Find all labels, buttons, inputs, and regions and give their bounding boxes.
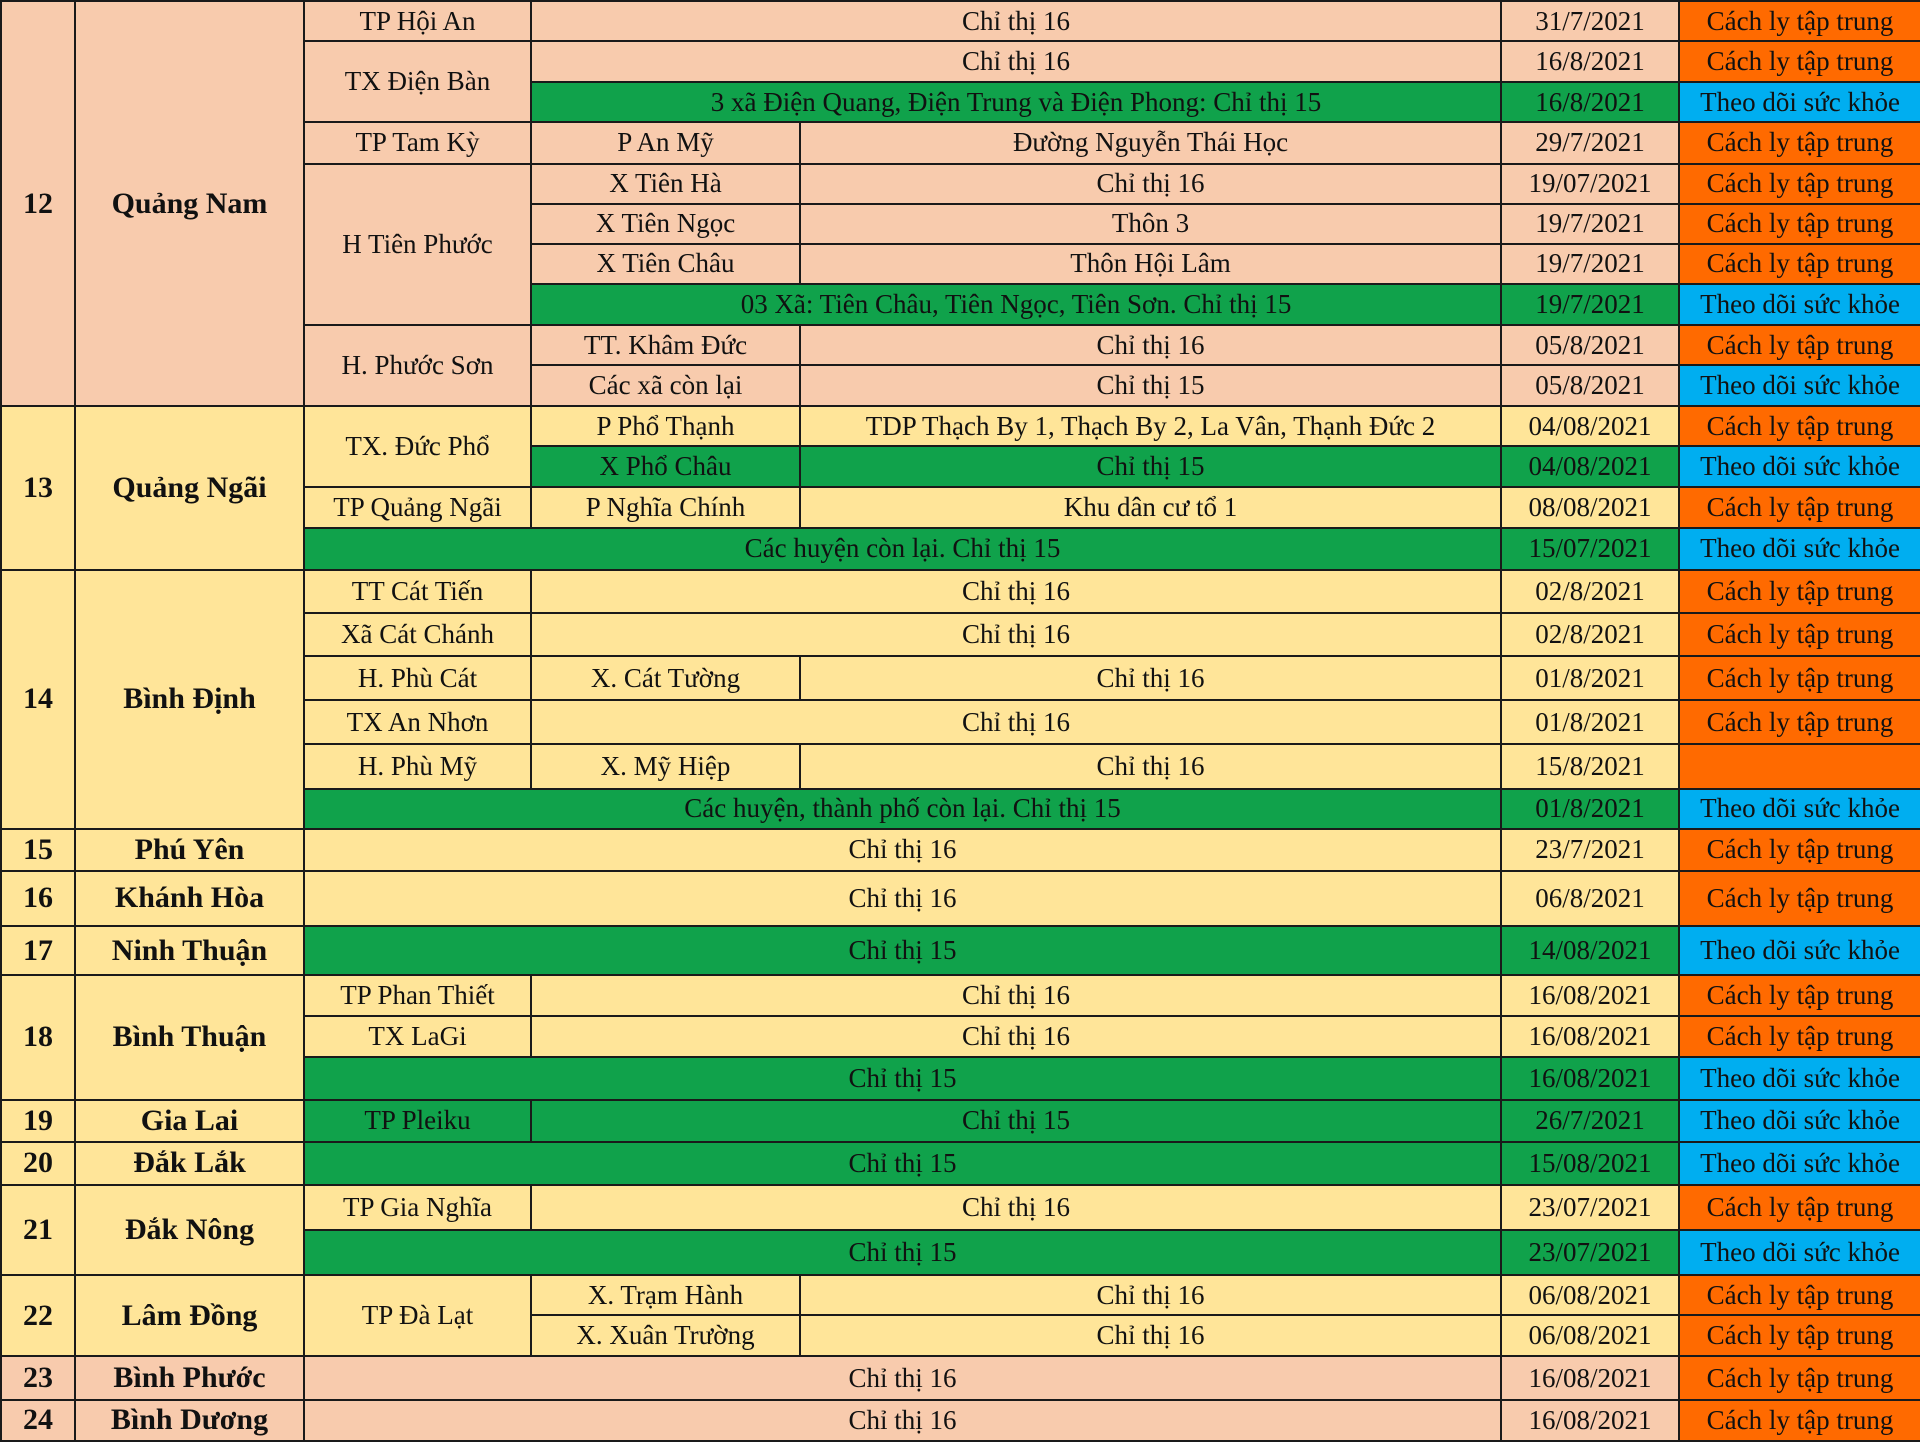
province-number: 22 xyxy=(1,1275,75,1356)
table-cell: 02/8/2021 xyxy=(1501,613,1679,656)
table-cell: X Tiên Hà xyxy=(531,164,800,204)
table-cell: Chỉ thị 16 xyxy=(304,1356,1501,1399)
table-cell: TP Quảng Ngãi xyxy=(304,487,531,528)
province-name: Bình Thuận xyxy=(75,975,304,1099)
province-number: 23 xyxy=(1,1356,75,1399)
table-cell: TX LaGi xyxy=(304,1016,531,1057)
province-name: Bình Định xyxy=(75,570,304,829)
province-name: Phú Yên xyxy=(75,829,304,871)
table-row xyxy=(1,570,1920,613)
table-cell: P Nghĩa Chính xyxy=(531,487,800,528)
table-cell: Chỉ thị 16 xyxy=(304,829,1501,871)
province-name: Lâm Đồng xyxy=(75,1275,304,1356)
table-cell: 02/8/2021 xyxy=(1501,570,1679,613)
table-cell: Chỉ thị 16 xyxy=(531,700,1501,744)
province-number: 14 xyxy=(1,570,75,829)
province-number: 13 xyxy=(1,406,75,570)
table-cell: Chỉ thị 16 xyxy=(531,613,1501,656)
table-cell: Thôn 3 xyxy=(800,204,1501,244)
table-cell: H. Phù Cát xyxy=(304,656,531,700)
table-cell: X. Trạm Hành xyxy=(531,1275,800,1315)
table-cell: 16/8/2021 xyxy=(1501,41,1679,82)
table-cell: Cách ly tập trung xyxy=(1679,1185,1920,1230)
table-cell: 16/08/2021 xyxy=(1501,975,1679,1016)
table-cell: Cách ly tập trung xyxy=(1679,1016,1920,1057)
table-cell: X. Xuân Trường xyxy=(531,1315,800,1356)
province-number: 21 xyxy=(1,1185,75,1275)
table-row xyxy=(1,1,1920,41)
table-row xyxy=(1,975,1920,1016)
table-cell: TX Điện Bàn xyxy=(304,41,531,122)
table-row xyxy=(1,829,1920,871)
table-cell: Chỉ thị 16 xyxy=(304,871,1501,926)
table-cell: 29/7/2021 xyxy=(1501,122,1679,163)
province-name: Bình Dương xyxy=(75,1400,304,1441)
table-cell: 01/8/2021 xyxy=(1501,789,1679,829)
table-cell: P Phổ Thạnh xyxy=(531,406,800,446)
table-cell: Chỉ thị 16 xyxy=(800,1275,1501,1315)
table-cell: Theo dõi sức khỏe xyxy=(1679,528,1920,570)
table-cell: Cách ly tập trung xyxy=(1679,1315,1920,1356)
table-cell: 19/7/2021 xyxy=(1501,244,1679,284)
table-cell: Theo dõi sức khỏe xyxy=(1679,1057,1920,1099)
province-number: 15 xyxy=(1,829,75,871)
table-cell: Cách ly tập trung xyxy=(1679,829,1920,871)
table-cell: 19/07/2021 xyxy=(1501,164,1679,204)
table-cell: 23/07/2021 xyxy=(1501,1230,1679,1275)
table-cell: H. Phù Mỹ xyxy=(304,744,531,788)
table-cell: TP Tam Kỳ xyxy=(304,122,531,163)
table-cell: Chỉ thị 16 xyxy=(800,1315,1501,1356)
table-cell: 06/08/2021 xyxy=(1501,1275,1679,1315)
table-cell: 19/7/2021 xyxy=(1501,284,1679,325)
table-cell: TX An Nhơn xyxy=(304,700,531,744)
table-cell: Thôn Hội Lâm xyxy=(800,244,1501,284)
table-cell: Theo dõi sức khỏe xyxy=(1679,365,1920,406)
table-cell: Các xã còn lại xyxy=(531,365,800,406)
table-cell: Các huyện, thành phố còn lại. Chỉ thị 15 xyxy=(304,789,1501,829)
province-name: Đắk Nông xyxy=(75,1185,304,1275)
table-row xyxy=(1,1100,1920,1142)
table-cell: Chỉ thị 16 xyxy=(531,1,1501,41)
table-cell: TT. Khâm Đức xyxy=(531,325,800,365)
table-cell: 01/8/2021 xyxy=(1501,656,1679,700)
table-cell: Chỉ thị 16 xyxy=(531,975,1501,1016)
table-cell: Cách ly tập trung xyxy=(1679,700,1920,744)
table-row xyxy=(1,871,1920,926)
table-cell: TP Pleiku xyxy=(304,1100,531,1142)
table-cell: Các huyện còn lại. Chỉ thị 15 xyxy=(304,528,1501,570)
table-cell: Đường Nguyễn Thái Học xyxy=(800,122,1501,163)
table-cell: Cách ly tập trung xyxy=(1679,41,1920,82)
table-body xyxy=(1,1,1920,1441)
province-number: 19 xyxy=(1,1100,75,1142)
table-cell: Chỉ thị 15 xyxy=(304,1057,1501,1099)
table-cell: 06/8/2021 xyxy=(1501,871,1679,926)
table-cell: 23/7/2021 xyxy=(1501,829,1679,871)
table-row xyxy=(1,406,1920,446)
table-cell: 16/08/2021 xyxy=(1501,1016,1679,1057)
table-cell: 31/7/2021 xyxy=(1501,1,1679,41)
table-cell: Chỉ thị 16 xyxy=(531,1016,1501,1057)
table-cell: X Phổ Châu xyxy=(531,446,800,486)
table-cell: Chỉ thị 15 xyxy=(304,926,1501,975)
table-cell: Khu dân cư tổ 1 xyxy=(800,487,1501,528)
table-row xyxy=(1,1356,1920,1399)
province-number: 12 xyxy=(1,1,75,406)
table-cell xyxy=(1679,744,1920,788)
table-cell: 23/07/2021 xyxy=(1501,1185,1679,1230)
table-cell: 03 Xã: Tiên Châu, Tiên Ngọc, Tiên Sơn. Chỉ thị 15 xyxy=(531,284,1501,325)
province-name: Gia Lai xyxy=(75,1100,304,1142)
table-cell: Cách ly tập trung xyxy=(1679,975,1920,1016)
table-cell: Xã Cát Chánh xyxy=(304,613,531,656)
table-cell: Chỉ thị 15 xyxy=(800,446,1501,486)
table-row xyxy=(1,926,1920,975)
table-cell: Theo dõi sức khỏe xyxy=(1679,926,1920,975)
table-cell: Chỉ thị 15 xyxy=(304,1142,1501,1185)
table-cell: Cách ly tập trung xyxy=(1679,613,1920,656)
table-cell: 16/08/2021 xyxy=(1501,1356,1679,1399)
table-cell: Chỉ thị 16 xyxy=(531,1185,1501,1230)
table-cell: Theo dõi sức khỏe xyxy=(1679,446,1920,486)
table-cell: Chỉ thị 16 xyxy=(800,325,1501,365)
table-cell: 15/07/2021 xyxy=(1501,528,1679,570)
table-cell: 04/08/2021 xyxy=(1501,406,1679,446)
table-cell: Cách ly tập trung xyxy=(1679,487,1920,528)
province-number: 18 xyxy=(1,975,75,1099)
table-cell: Chỉ thị 16 xyxy=(800,744,1501,788)
table-row xyxy=(1,1142,1920,1185)
table-cell: X. Cát Tường xyxy=(531,656,800,700)
table-row xyxy=(1,1400,1920,1441)
table-cell: Chỉ thị 16 xyxy=(531,41,1501,82)
table-cell: Theo dõi sức khỏe xyxy=(1679,284,1920,325)
table-cell: X Tiên Ngọc xyxy=(531,204,800,244)
table-cell: 16/08/2021 xyxy=(1501,1057,1679,1099)
table-cell: 14/08/2021 xyxy=(1501,926,1679,975)
table-cell: TP Đà Lạt xyxy=(304,1275,531,1356)
table-cell: Cách ly tập trung xyxy=(1679,325,1920,365)
table-cell: TDP Thạch By 1, Thạch By 2, La Vân, Thạnh Đức 2 xyxy=(800,406,1501,446)
table-cell: 08/08/2021 xyxy=(1501,487,1679,528)
table-cell: Cách ly tập trung xyxy=(1679,122,1920,163)
province-number: 17 xyxy=(1,926,75,975)
table-cell: Cách ly tập trung xyxy=(1679,244,1920,284)
province-name: Quảng Ngãi xyxy=(75,406,304,570)
province-number: 16 xyxy=(1,871,75,926)
table-cell: 15/8/2021 xyxy=(1501,744,1679,788)
table-cell: Chỉ thị 16 xyxy=(800,164,1501,204)
table-cell: Cách ly tập trung xyxy=(1679,1400,1920,1441)
table-cell: Theo dõi sức khỏe xyxy=(1679,1100,1920,1142)
table-cell: Theo dõi sức khỏe xyxy=(1679,1142,1920,1185)
table-cell: 16/08/2021 xyxy=(1501,1400,1679,1441)
table-cell: TX. Đức Phổ xyxy=(304,406,531,486)
table-cell: TP Hội An xyxy=(304,1,531,41)
table-cell: 19/7/2021 xyxy=(1501,204,1679,244)
province-name: Quảng Nam xyxy=(75,1,304,406)
table-cell: Chỉ thị 16 xyxy=(304,1400,1501,1441)
province-name: Bình Phước xyxy=(75,1356,304,1399)
table-cell: 04/08/2021 xyxy=(1501,446,1679,486)
province-name: Ninh Thuận xyxy=(75,926,304,975)
table-cell: Cách ly tập trung xyxy=(1679,570,1920,613)
table-cell: P An Mỹ xyxy=(531,122,800,163)
table-cell: TP Gia Nghĩa xyxy=(304,1185,531,1230)
table-cell: Chỉ thị 15 xyxy=(531,1100,1501,1142)
table-cell: X. Mỹ Hiệp xyxy=(531,744,800,788)
table-cell: 16/8/2021 xyxy=(1501,82,1679,122)
province-number: 24 xyxy=(1,1400,75,1441)
table-cell: Theo dõi sức khỏe xyxy=(1679,789,1920,829)
table-row xyxy=(1,1185,1920,1230)
table-cell: Chỉ thị 16 xyxy=(531,570,1501,613)
province-name: Đắk Lắk xyxy=(75,1142,304,1185)
table-cell: Cách ly tập trung xyxy=(1679,1356,1920,1399)
table-cell: Cách ly tập trung xyxy=(1679,656,1920,700)
table-cell: 05/8/2021 xyxy=(1501,325,1679,365)
table-cell: Theo dõi sức khỏe xyxy=(1679,1230,1920,1275)
table-cell: Theo dõi sức khỏe xyxy=(1679,82,1920,122)
table-cell: 01/8/2021 xyxy=(1501,700,1679,744)
table-cell: Cách ly tập trung xyxy=(1679,1275,1920,1315)
table-cell: Cách ly tập trung xyxy=(1679,204,1920,244)
table-cell: 06/08/2021 xyxy=(1501,1315,1679,1356)
table-cell: 26/7/2021 xyxy=(1501,1100,1679,1142)
table-cell: Chỉ thị 15 xyxy=(304,1230,1501,1275)
table-cell: Cách ly tập trung xyxy=(1679,871,1920,926)
table-cell: Cách ly tập trung xyxy=(1679,1,1920,41)
table-cell: Cách ly tập trung xyxy=(1679,406,1920,446)
table-cell: 3 xã Điện Quang, Điện Trung và Điện Phong: Chỉ thị 15 xyxy=(531,82,1501,122)
table-cell: Chỉ thị 15 xyxy=(800,365,1501,406)
table-cell: X Tiên Châu xyxy=(531,244,800,284)
table-cell: Chỉ thị 16 xyxy=(800,656,1501,700)
table-cell: H. Phước Sơn xyxy=(304,325,531,406)
table-cell: 15/08/2021 xyxy=(1501,1142,1679,1185)
province-name: Khánh Hòa xyxy=(75,871,304,926)
table-cell: TP Phan Thiết xyxy=(304,975,531,1016)
table-cell: 05/8/2021 xyxy=(1501,365,1679,406)
table-cell: Cách ly tập trung xyxy=(1679,164,1920,204)
table-cell: TT Cát Tiến xyxy=(304,570,531,613)
table-cell: H Tiên Phước xyxy=(304,164,531,326)
table-row xyxy=(1,1275,1920,1315)
province-number: 20 xyxy=(1,1142,75,1185)
